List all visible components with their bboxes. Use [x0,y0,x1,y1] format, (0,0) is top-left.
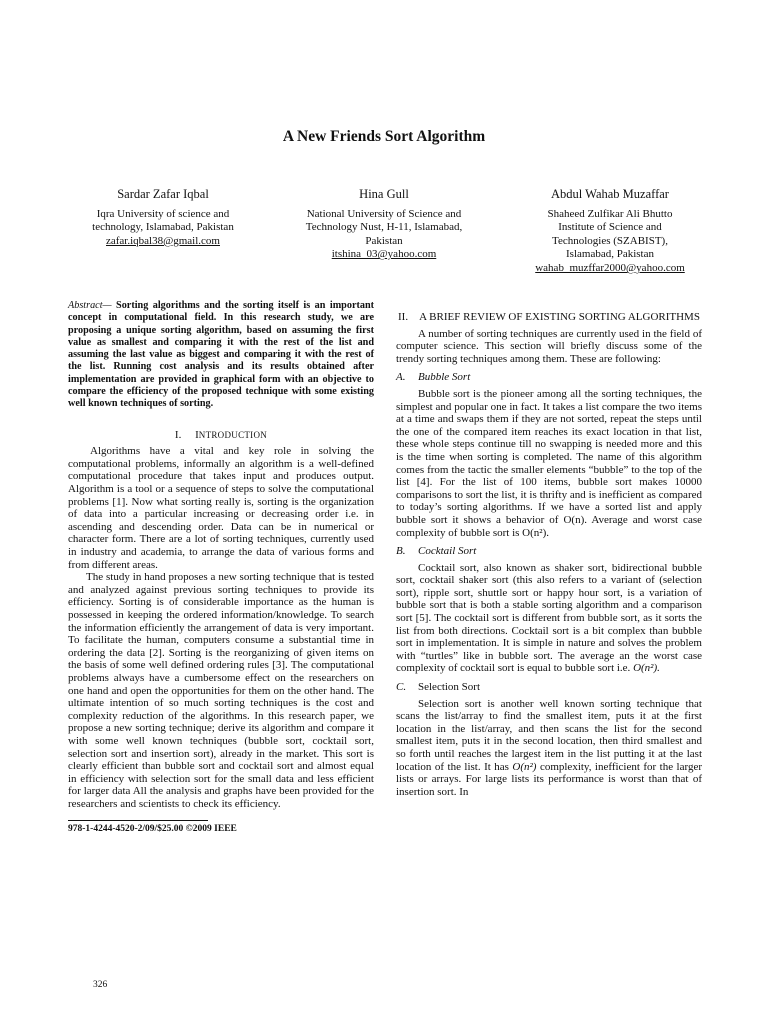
section-heading-introduction [68,429,374,442]
selection-complexity: O(n²) [512,760,537,773]
author-block-1 [68,188,258,248]
author-affiliation: Iqra University of science and [96,207,230,220]
author-block-3 [506,188,714,276]
author-affiliation: Technology Nust, H-11, Islamabad, [305,221,463,234]
left-column [68,300,374,836]
selection-sort-paragraph [396,698,702,799]
page-number: 326 [93,980,108,990]
section-title-initial: I [195,428,199,441]
selection-sort-text: Selection sort is another well known sorting technique that scans the list/array to find the smallest item, puts it at the first location in the list/array, and then scans the list for the second smallest item, puts it in the second location, then third smallest and so forth until reaches the largest item in the list putting it at the last location of the list. It has [396,697,702,773]
section-heading-review [396,311,702,324]
cocktail-complexity: O(n²). [633,662,660,675]
section-title: A BRIEF REVIEW OF EXISTING SORTING ALGORITHMS [419,311,700,323]
right-column [396,311,702,798]
cocktail-sort-paragraph [396,562,702,675]
abstract-text: Sorting algorithms and the sorting itself is an important concept in computational field. In this research study, we are proposing a unique sorting algorithm, based on assuming the first value as smallest and comparing it with the rest of the list and assuming the last value as biggest and comparing it with the rest of the list. Running cost analysis and its results obtained after implementation are provided in graphical form with an objective to compare the efficiency of the proposed technique with some existing well known techniques of sorting. [68,300,375,410]
author-affiliation: Pakistan [365,234,403,247]
section-title-rest: NTRODUCTION [198,429,268,440]
copyright-footnote: 978-1-4244-4520-2/09/$25.00 ©2009 IEEE [68,824,237,835]
author-email[interactable]: zafar.iqbal38@gmail.com [106,234,220,247]
cocktail-sort-text: Cocktail sort, also known as shaker sort, bidirectional bubble sort, cocktail shaker sort (this also refers to a variant of (selection sort), ripple sort, shuttle sort or happy hour sort, is a variation of bubble sort that is both a stable sorting algorithm and a comparison sort [5]. The cocktail sort is different from bubble sort, as it sorts the list from both directions. Cocktail sort is a bit complex than bubble sort in implementation. It is simple in nature and solves the problem with “turtles” like in bubble sort. The average an the worst case complexity of cocktail sort is equal to bubble sort i.e. [396,561,702,675]
subsection-heading-cocktail-sort [396,545,702,558]
subsection-title: Bubble Sort [418,371,471,384]
section-number: II. [398,311,409,323]
review-paragraph: A number of sorting techniques are currently used in the field of computer science. This section will briefly discuss some of the trendy sorting techniques among them. These are following: [396,327,702,365]
intro-paragraph: The study in hand proposes a new sorting technique that is tested and analyzed against previous sorting techniques to provide its efficiency. Sorting is of considerable importance as the human is possessed in keeping the ordered information/knowledge. To search the information efficiently the arrangement of data is very important. To facilitate the human, computers consume a substantial time in ordering the data [2]. Sorting is the reorganizing of given items on the basis of some well defined ordering rules [3]. The computational problems always have a cumbersome effect on the researchers on one hand and open the opportunities for them on the other hand. The ultimate intention of so much sorting techniques is the cost and complexity reduction of the algorithms. In this research paper, we propose a new sorting technique; derive its algorithm and compare it with some well known techniques (bubble sort, cocktail sort, selection sort and insertion sort), already in the market. This sort is clearly efficient than bubble sort and cocktail sort and almost equal in efficiency with selection sort for the small data and less efficient for larger data All the analysis and graphs have been provided for the researchers and scientists to check its efficiency. [68,571,374,810]
subsection-number: B. [396,545,406,558]
subsection-number: C. [396,681,407,694]
author-name: Hina Gull [359,187,409,201]
section-number: I. [174,428,182,441]
paper-title: A New Friends Sort Algorithm [282,128,486,145]
author-affiliation: Islamabad, Pakistan [566,248,654,261]
intro-paragraph: Algorithms have a vital and key role in solving the computational problems, informally an algorithm is a well-defined computational procedure that takes input and produces output. Algorithm is a tool or a sequence of steps to solve the computational problems [1]. Now what sorting really is, sorting is the organization of data into a particular increasing or decreasing order i.e. in ascending and descending order. Data can be in numerical or character form. There are a lot of sorting techniques, currently used in industry and academia, to arrange the data of various forms and from different areas. [68,445,374,571]
author-affiliation: Institute of Science and [558,221,662,234]
subsection-heading-bubble-sort [396,371,702,384]
subsection-title: Selection Sort [418,681,481,694]
abstract [68,300,374,411]
author-name: Abdul Wahab Muzaffar [551,187,669,201]
subsection-title: Cocktail Sort [418,545,477,558]
author-affiliation: technology, Islamabad, Pakistan [92,221,234,234]
author-email[interactable]: wahab_muzffar2000@yahoo.com [535,261,685,274]
subsection-heading-selection-sort [396,681,702,694]
bubble-sort-paragraph: Bubble sort is the pioneer among all the sorting techniques, the simplest and popular one in fact. It takes a list compare the two items at a time and swaps them if they are not sorted, repeat the steps until the one of the compared item reaches its exact location in that list, these whole steps continue till no swapping is needed more and this is the time when sorting is completed. The name of this algorithm comes from the tactic the smaller elements “bubble” to the top of the list [4]. For the list of 100 items, bubble sort makes 10000 comparisons to sort the list, it is thrifty and is inefficient as compared to today’s sorting algorithms. If we have a sorted list and apply bubble sort it shows a behavior of O(n). Average and worst case complexity of bubble sort is O(n²). [396,387,702,539]
author-affiliation: National University of Science and [306,207,462,220]
author-name: Sardar Zafar Iqbal [117,187,209,201]
selection-sort-text-continued: complexity, inefficient for the larger lists or arrays. For large lists its performance is worst than that of insertion sort. In [396,760,703,798]
author-affiliation: Shaheed Zulfikar Ali Bhutto [547,207,673,220]
footnote-rule [68,820,208,821]
subsection-number: A. [396,371,406,384]
author-email[interactable]: itshina_03@yahoo.com [331,248,437,261]
author-block-2 [283,188,485,262]
author-affiliation: Technologies (SZABIST), [552,234,668,247]
abstract-label: Abstract— [68,300,112,311]
